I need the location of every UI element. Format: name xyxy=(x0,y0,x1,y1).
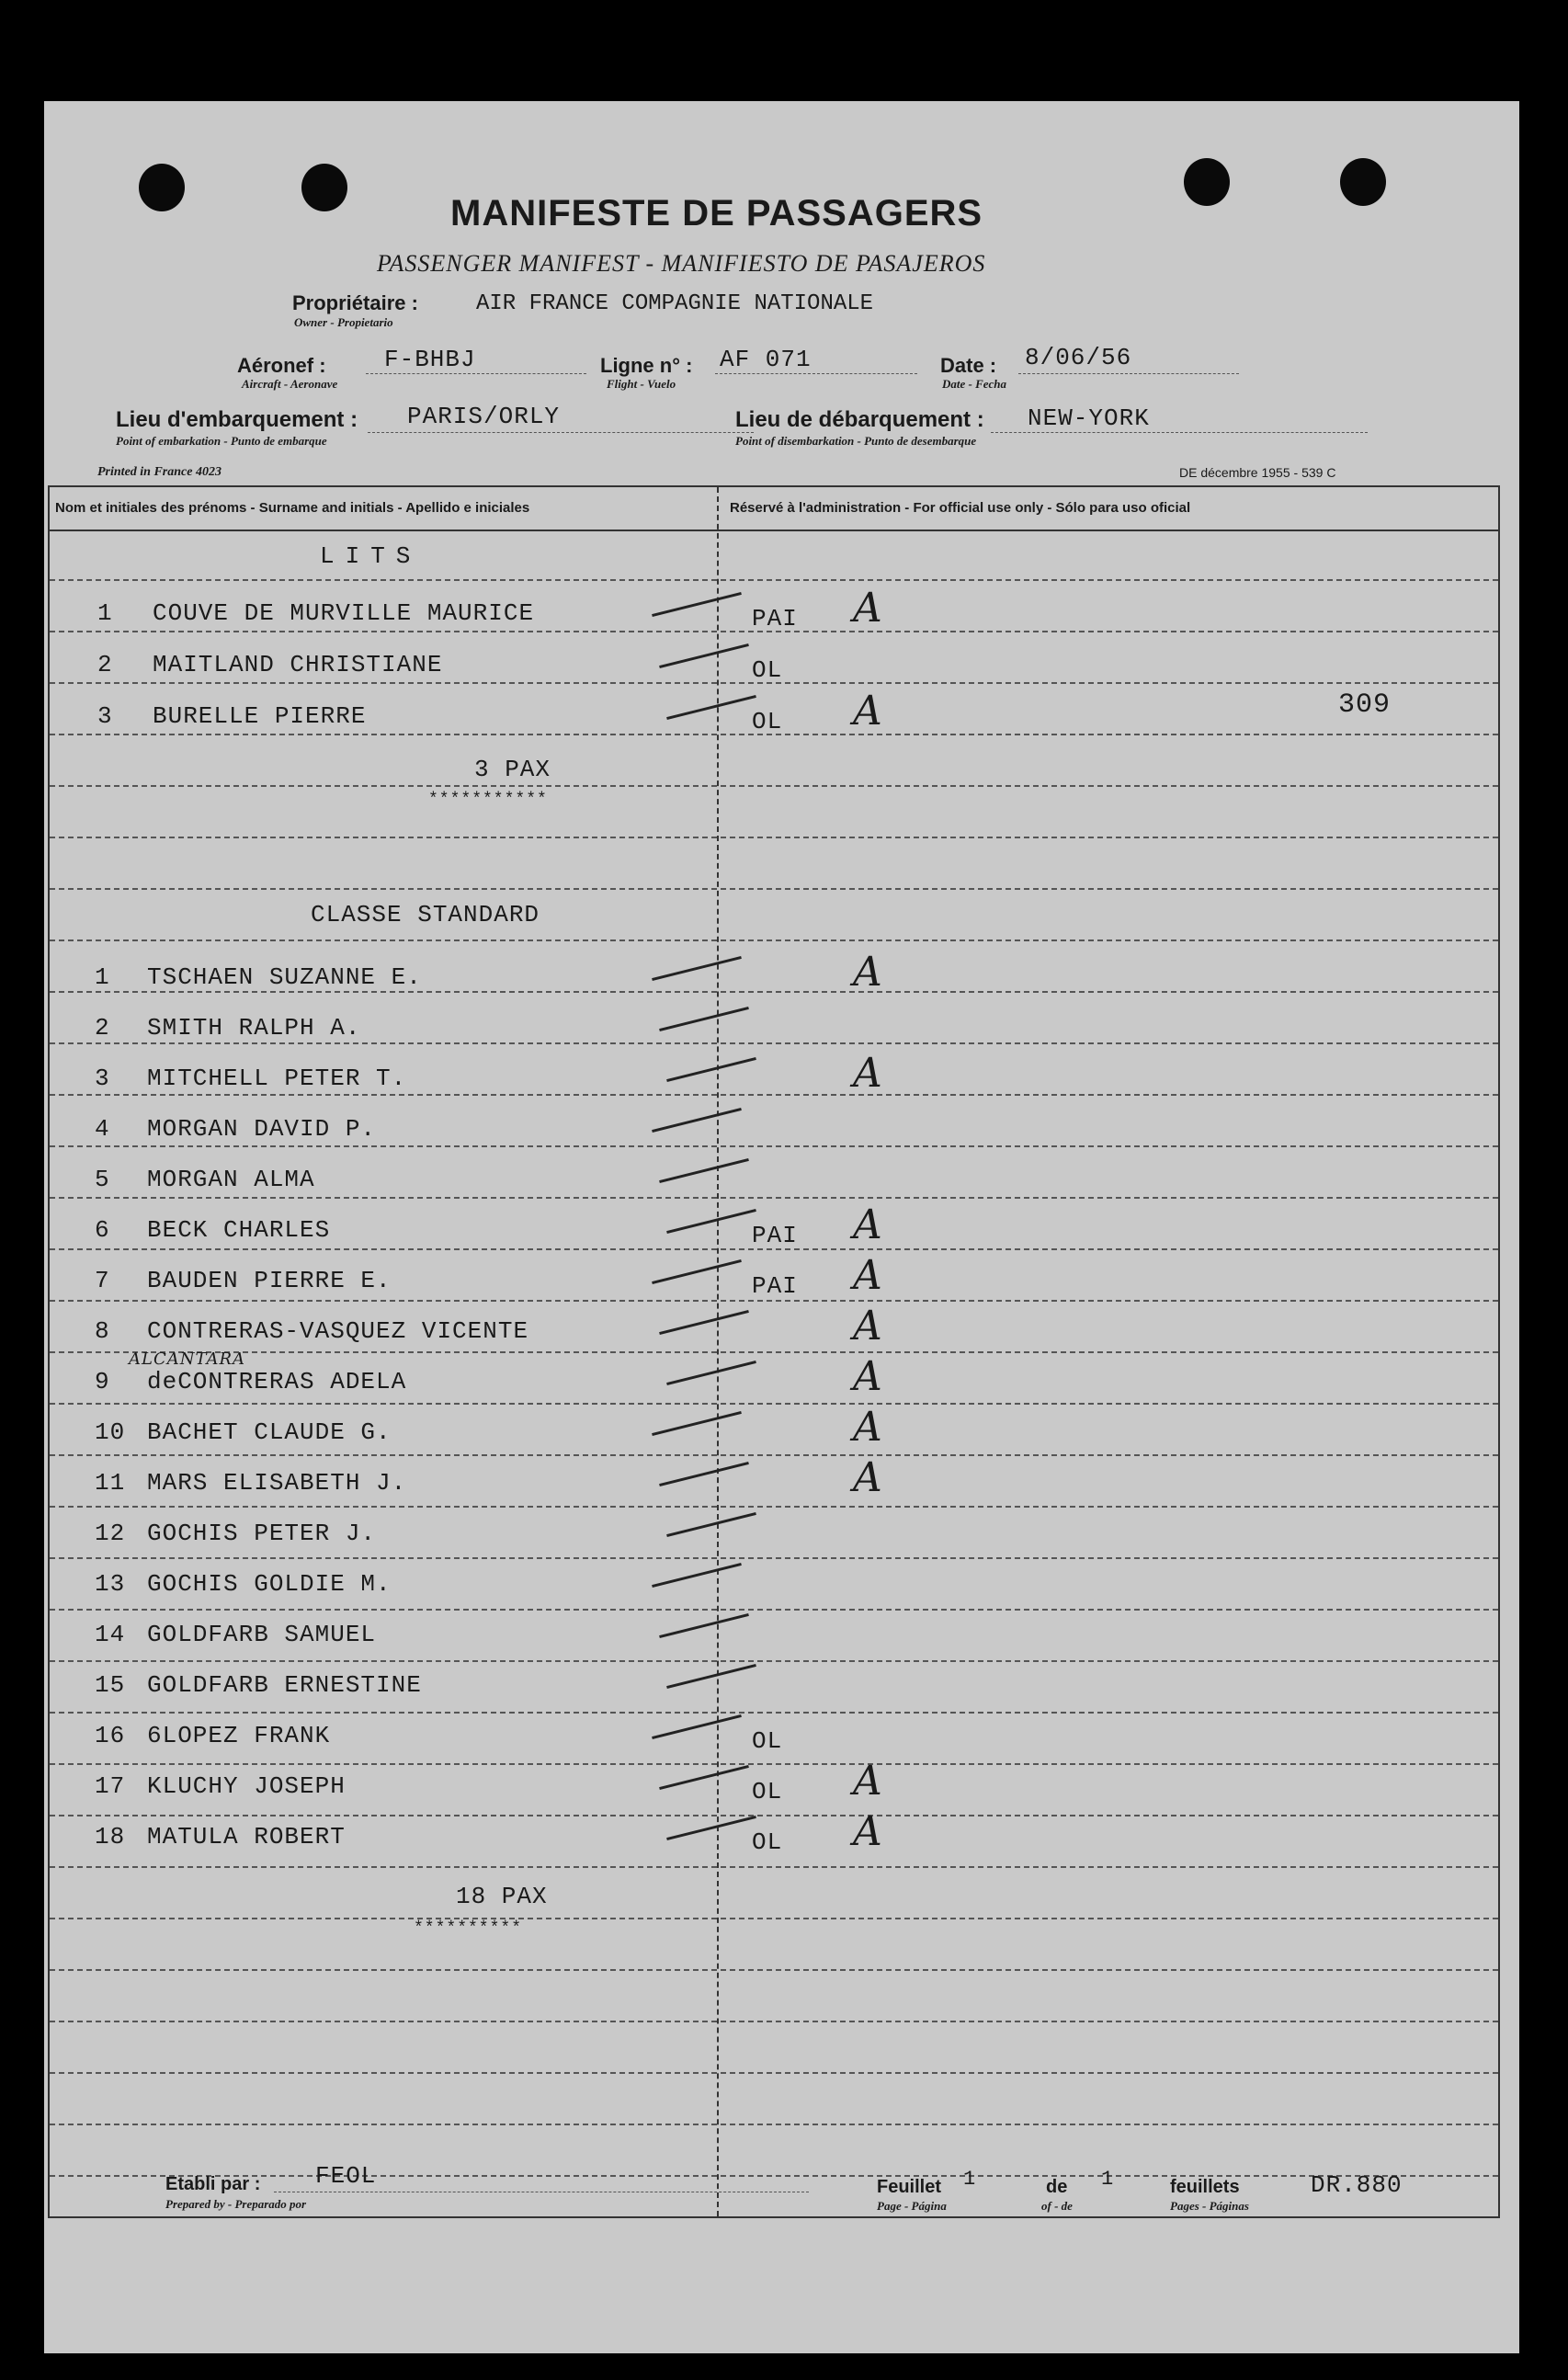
ruled-line xyxy=(50,2021,1498,2022)
admin-code: PAI xyxy=(752,1272,798,1300)
ruled-line xyxy=(50,2175,1498,2177)
page-label: Feuillet xyxy=(877,2177,942,2197)
passenger-number: 9 xyxy=(95,1368,110,1395)
ruled-line xyxy=(50,579,1498,581)
admin-mark: A xyxy=(853,1201,882,1248)
passenger-number: 2 xyxy=(95,1014,110,1042)
admin-mark: A xyxy=(853,1454,882,1501)
admin-code: PAI xyxy=(752,1222,798,1249)
passenger-name: CONTRERAS-VASQUEZ VICENTE xyxy=(147,1317,529,1345)
punch-hole xyxy=(1340,158,1386,206)
ruled-line xyxy=(50,888,1498,890)
passenger-number: 15 xyxy=(95,1671,126,1699)
passenger-number: 8 xyxy=(95,1317,110,1345)
page-sub-label: Page - Página xyxy=(877,2199,947,2213)
admin-code: OL xyxy=(752,1727,783,1755)
passenger-name: MAITLAND CHRISTIANE xyxy=(153,651,443,678)
passenger-number: 11 xyxy=(95,1469,126,1497)
prepared-sub-label: Prepared by - Preparado por xyxy=(165,2197,307,2211)
lits-total: 3 PAX xyxy=(474,756,551,783)
of-sub-label: of - de xyxy=(1041,2199,1073,2213)
ruled-line xyxy=(50,1763,1498,1765)
passenger-name: BAUDEN PIERRE E. xyxy=(147,1267,392,1294)
ruled-line xyxy=(50,1918,1498,1919)
passenger-number: 2 xyxy=(97,651,113,678)
ruled-line xyxy=(50,1969,1498,1971)
manifest-title: MANIFESTE DE PASSAGERS xyxy=(450,193,983,233)
pages-label: feuillets xyxy=(1170,2177,1240,2197)
aircraft-sub-label: Aircraft - Aeronave xyxy=(242,377,338,391)
passenger-number: 3 xyxy=(97,702,113,730)
passenger-number: 5 xyxy=(95,1166,110,1193)
passenger-name: 6LOPEZ FRANK xyxy=(147,1722,331,1749)
passenger-name: GOCHIS PETER J. xyxy=(147,1520,377,1547)
punch-hole xyxy=(301,164,347,211)
punch-hole xyxy=(139,164,185,211)
passenger-name: MORGAN DAVID P. xyxy=(147,1115,377,1143)
passenger-number: 1 xyxy=(97,599,113,627)
ruled-line xyxy=(50,2072,1498,2074)
admin-mark: A xyxy=(853,688,882,734)
passenger-number: 13 xyxy=(95,1570,126,1598)
ruled-line xyxy=(50,785,1498,787)
right-column-header: Réservé à l'administration - For official use only - Sólo para uso oficial xyxy=(730,500,1191,516)
passenger-name: BACHET CLAUDE G. xyxy=(147,1418,392,1446)
admin-mark: A xyxy=(853,1050,882,1097)
date-line xyxy=(1018,373,1239,374)
flight-label: Ligne n° : xyxy=(600,354,693,377)
admin-code: OL xyxy=(752,656,783,684)
admin-code: OL xyxy=(752,1828,783,1856)
ruled-line xyxy=(50,939,1498,941)
ruled-line xyxy=(50,1145,1498,1147)
ruled-line xyxy=(50,1454,1498,1456)
date-sub-label: Date - Fecha xyxy=(942,377,1007,391)
pages-sub-label: Pages - Páginas xyxy=(1170,2199,1249,2213)
ruled-line xyxy=(50,991,1498,993)
ruled-line xyxy=(50,1557,1498,1559)
standard-heading: CLASSE STANDARD xyxy=(311,901,540,928)
admin-mark: A xyxy=(853,1252,882,1299)
passenger-name: MITCHELL PETER T. xyxy=(147,1065,407,1092)
manifest-table xyxy=(48,485,1500,2218)
of-label: de xyxy=(1046,2177,1068,2197)
disembark-line xyxy=(991,432,1368,433)
lits-stars: *********** xyxy=(428,791,548,809)
passenger-name: COUVE DE MURVILLE MAURICE xyxy=(153,599,535,627)
passenger-number: 7 xyxy=(95,1267,110,1294)
passenger-number: 10 xyxy=(95,1418,126,1446)
flight-line xyxy=(715,373,917,374)
standard-stars: ********** xyxy=(414,1919,523,1938)
ruled-line xyxy=(50,1094,1498,1096)
standard-total: 18 PAX xyxy=(456,1883,548,1910)
ruled-line xyxy=(50,1712,1498,1714)
admin-mark: A xyxy=(853,1353,882,1400)
ruled-line xyxy=(50,1866,1498,1868)
date-value: 8/06/56 xyxy=(1025,344,1132,371)
passenger-name: BURELLE PIERRE xyxy=(153,702,367,730)
admin-code: OL xyxy=(752,708,783,735)
passenger-number: 16 xyxy=(95,1722,126,1749)
admin-code: OL xyxy=(752,1778,783,1805)
owner-label: Propriétaire : xyxy=(292,291,418,314)
passenger-name: MORGAN ALMA xyxy=(147,1166,315,1193)
ruled-line xyxy=(50,1403,1498,1405)
passenger-number: 4 xyxy=(95,1115,110,1143)
passenger-number: 12 xyxy=(95,1520,126,1547)
passenger-name: MARS ELISABETH J. xyxy=(147,1469,407,1497)
ruled-line xyxy=(50,1197,1498,1199)
manifest-sheet xyxy=(44,101,1519,2353)
flight-value: AF 071 xyxy=(720,346,812,373)
punch-hole xyxy=(1184,158,1230,206)
passenger-name: GOLDFARB ERNESTINE xyxy=(147,1671,422,1699)
printed-note: Printed in France 4023 xyxy=(97,465,222,479)
admin-mark: A xyxy=(853,1808,882,1855)
passenger-name: KLUCHY JOSEPH xyxy=(147,1772,346,1800)
document-reference: DR.880 xyxy=(1311,2171,1403,2199)
disembark-label: Lieu de débarquement : xyxy=(735,407,984,432)
form-code: DE décembre 1955 - 539 C xyxy=(1179,465,1336,480)
prepared-value: FEOL xyxy=(315,2162,377,2190)
admin-mark: A xyxy=(853,949,882,996)
disembark-sub-label: Point of disembarkation - Punto de desembarque xyxy=(735,434,977,448)
date-label: Date : xyxy=(940,354,997,377)
admin-mark: A xyxy=(853,1303,882,1349)
flight-sub-label: Flight - Vuelo xyxy=(607,377,676,391)
passenger-name: BECK CHARLES xyxy=(147,1216,331,1244)
passenger-number: 14 xyxy=(95,1621,126,1648)
manifest-subtitle: PASSENGER MANIFEST - MANIFIESTO DE PASAJEROS xyxy=(377,250,986,277)
admin-mark: A xyxy=(853,1404,882,1451)
passenger-name: GOLDFARB SAMUEL xyxy=(147,1621,377,1648)
ruled-line xyxy=(50,1609,1498,1611)
ruled-line xyxy=(50,1815,1498,1816)
passenger-name: SMITH RALPH A. xyxy=(147,1014,361,1042)
embark-sub-label: Point of embarkation - Punto de embarque xyxy=(116,434,327,448)
prepared-label: Etabli par : xyxy=(165,2174,261,2194)
passenger-name: GOCHIS GOLDIE M. xyxy=(147,1570,392,1598)
passenger-name: TSCHAEN SUZANNE E. xyxy=(147,963,422,991)
owner-sub-label: Owner - Propietario xyxy=(294,315,393,329)
lits-note: 309 xyxy=(1338,689,1392,721)
passenger-number: 3 xyxy=(95,1065,110,1092)
passenger-number: 18 xyxy=(95,1823,126,1850)
ruled-line xyxy=(50,1506,1498,1508)
passenger-number: 17 xyxy=(95,1772,126,1800)
admin-mark: A xyxy=(853,585,882,632)
passenger-name: deCONTRERAS ADELA xyxy=(147,1368,407,1395)
owner-value: AIR FRANCE COMPAGNIE NATIONALE xyxy=(476,291,874,316)
embark-line xyxy=(368,432,754,433)
admin-mark: A xyxy=(853,1758,882,1805)
embark-value: PARIS/ORLY xyxy=(407,403,561,430)
of-value: 1 xyxy=(1101,2168,1115,2191)
ruled-line xyxy=(50,1351,1498,1353)
ruled-line xyxy=(50,1660,1498,1662)
ruled-line xyxy=(50,1300,1498,1302)
ruled-line xyxy=(50,837,1498,838)
aircraft-label: Aéronef : xyxy=(237,354,326,377)
left-column-header: Nom et initiales des prénoms - Surname and initials - Apellido e iniciales xyxy=(55,500,530,516)
alcantara-annotation: ALCANTARA xyxy=(129,1349,246,1369)
page-value: 1 xyxy=(963,2168,977,2191)
passenger-name: MATULA ROBERT xyxy=(147,1823,346,1850)
lits-heading: LITS xyxy=(320,542,422,570)
passenger-number: 1 xyxy=(95,963,110,991)
aircraft-line xyxy=(366,373,586,374)
disembark-value: NEW-YORK xyxy=(1028,404,1150,432)
ruled-line xyxy=(50,1042,1498,1044)
ruled-line xyxy=(50,2124,1498,2125)
embark-label: Lieu d'embarquement : xyxy=(116,407,358,432)
header-divider xyxy=(50,530,1498,531)
passenger-number: 6 xyxy=(95,1216,110,1244)
admin-code: PAI xyxy=(752,605,798,632)
aircraft-value: F-BHBJ xyxy=(384,346,476,373)
